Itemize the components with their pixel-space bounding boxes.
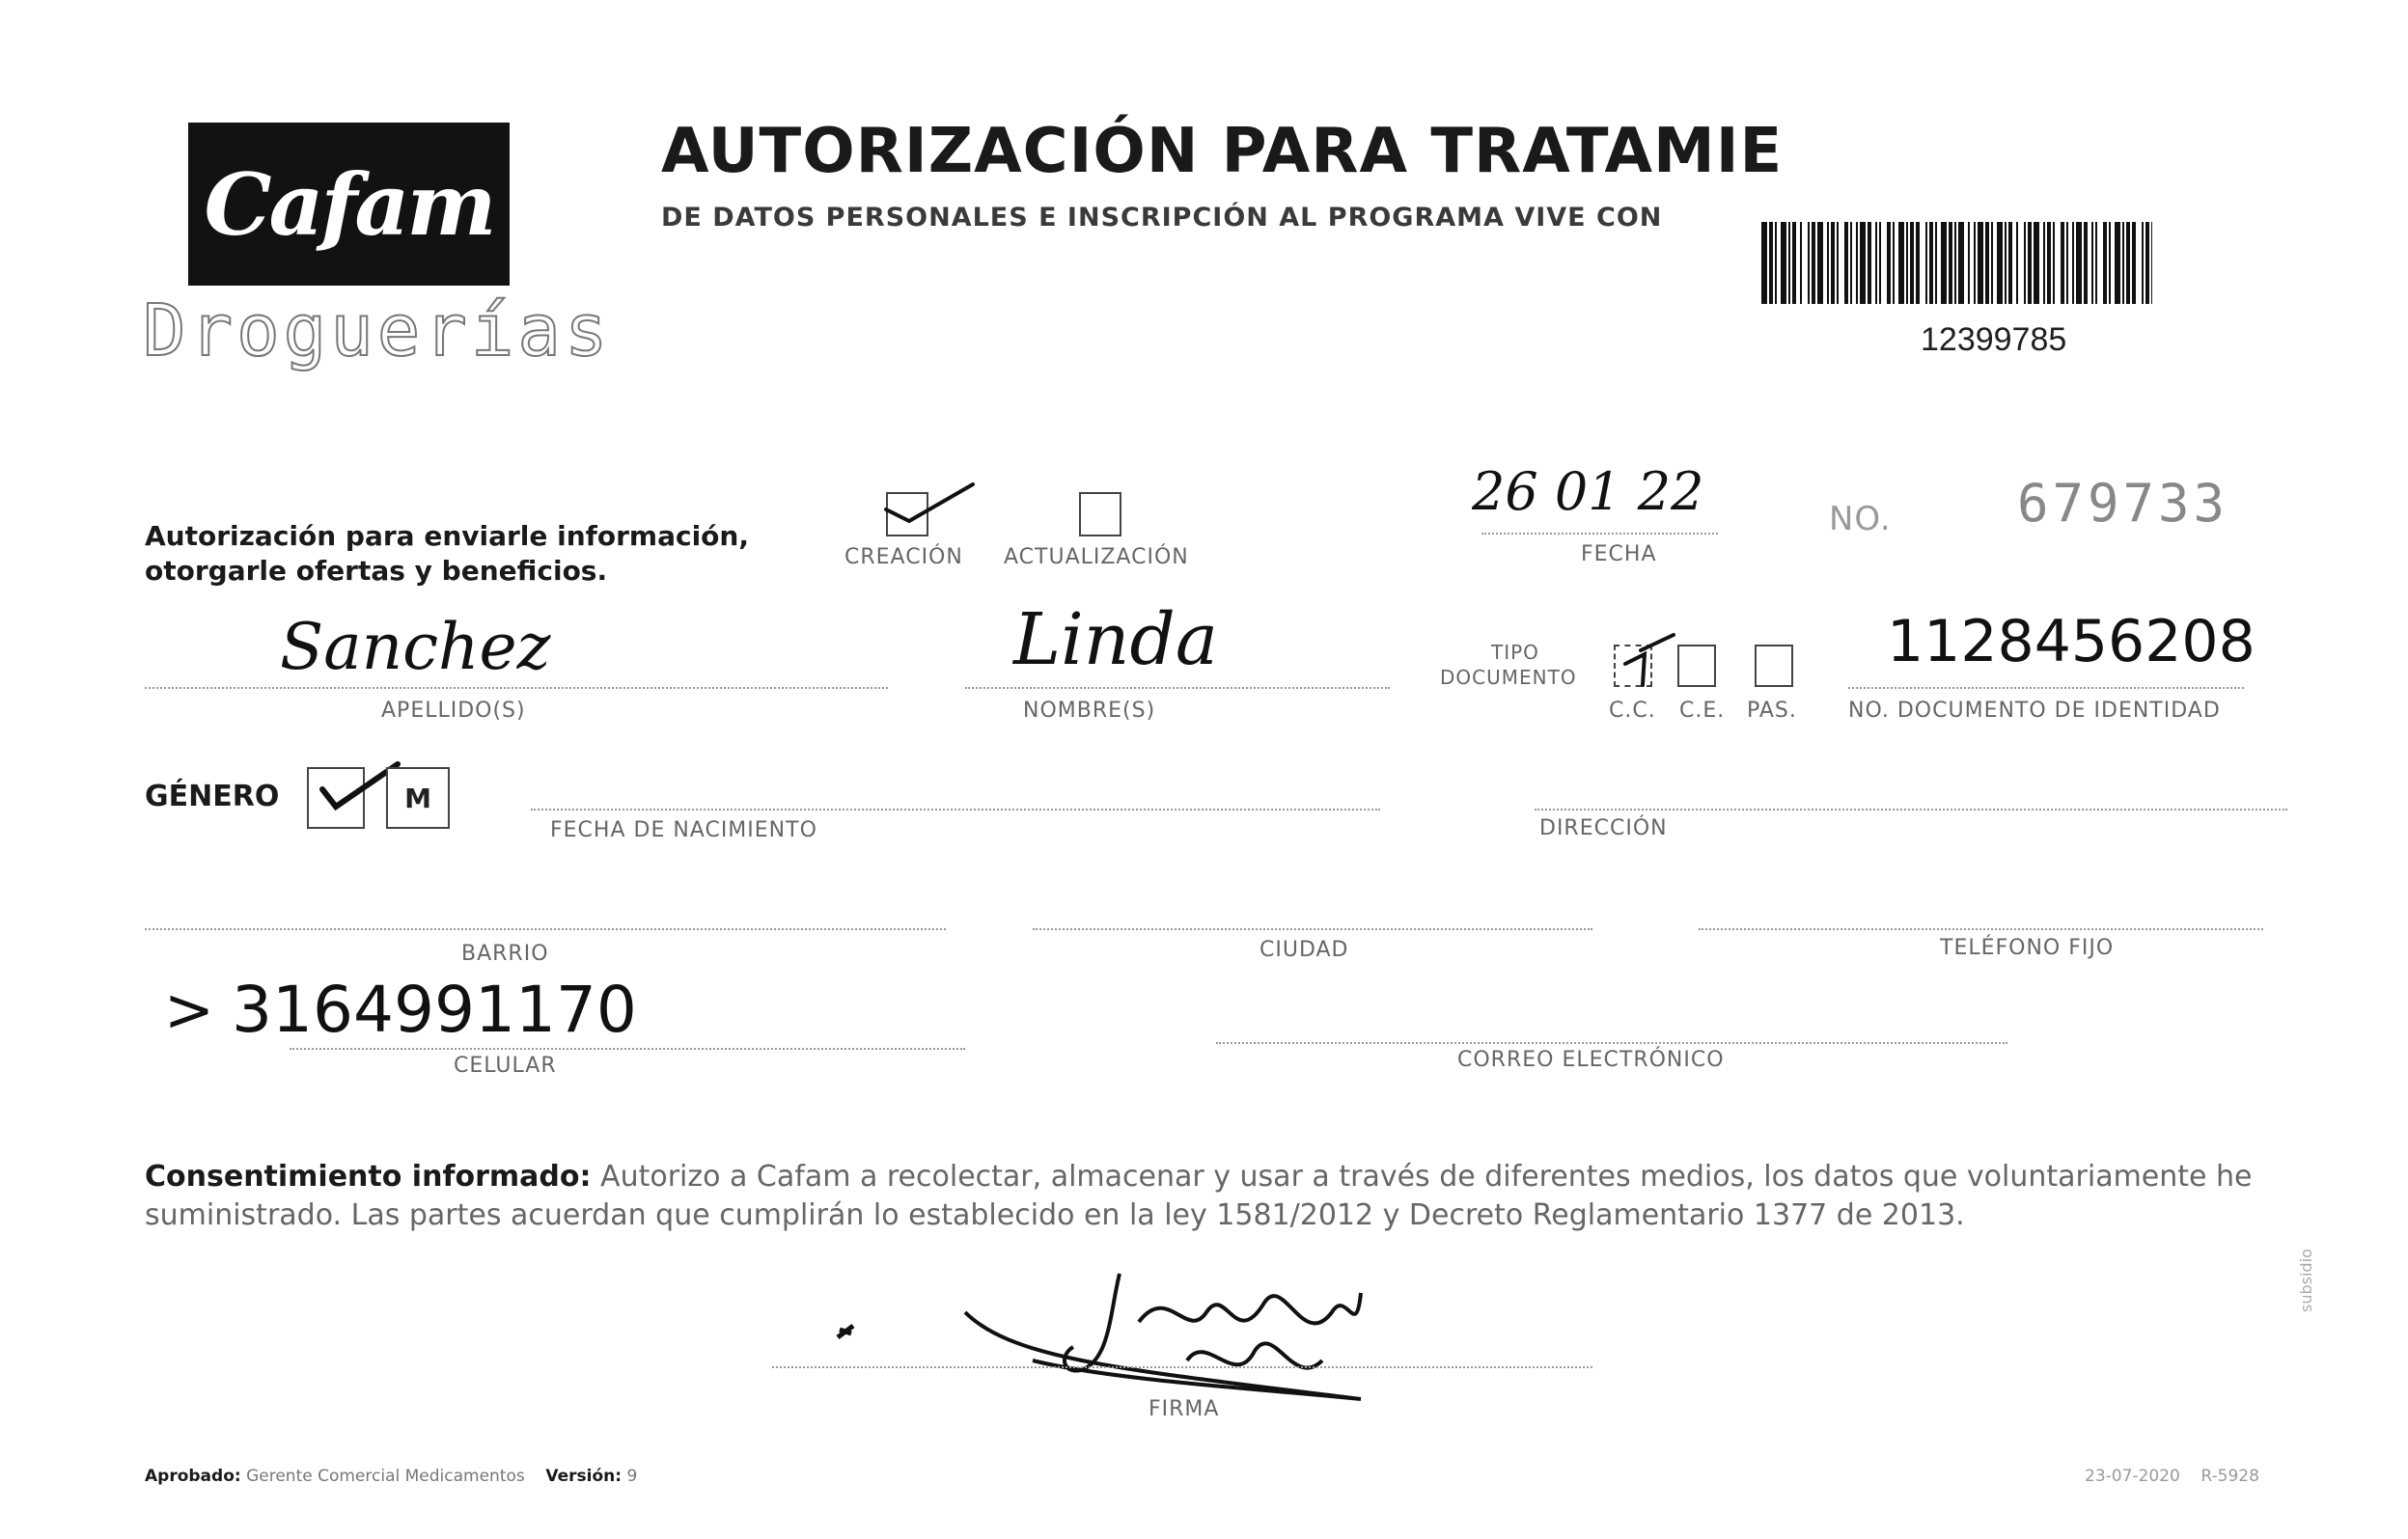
approved-label: Aprobado: [145,1467,241,1486]
update-label: ACTUALIZACIÓN [1004,545,1189,569]
cell-label: CELULAR [454,1054,557,1078]
birth-date-label: FECHA DE NACIMIENTO [550,818,817,842]
footer-code: R-5928 [2200,1467,2259,1486]
date-line [1481,533,1718,535]
doc-pas-checkbox[interactable] [1755,645,1793,687]
gender-m-checkbox[interactable]: M [386,767,450,829]
barcode-number: 12399785 [1921,321,2067,358]
signature-label: FIRMA [1149,1397,1220,1421]
creation-label: CREACIÓN [844,545,963,569]
address-line [1535,809,2287,811]
name-value: Linda [1013,598,1218,681]
authorization-heading [145,519,749,589]
consent-text-line1: Autorizo a Cafam a recolectar, almacenar y usar a través de diferentes medios, los datos que voluntariamente he [600,1160,2253,1194]
doc-type-label-1: TIPO [1491,641,1539,664]
page-title: AUTORIZACIÓN PARA TRATAMIE [661,116,1784,187]
doc-number-line [1848,687,2244,689]
surname-line [145,687,888,689]
side-mark: subsidio [2297,1249,2315,1312]
version-label: Versión: [545,1467,623,1486]
email-line [1216,1042,2007,1044]
cell-value: 3164991170 [232,973,637,1047]
barcode [1761,222,2152,304]
gender-label: GÉNERO [145,780,280,813]
consent-block [145,1158,2263,1235]
doc-number-value: 1128456208 [1887,608,2256,675]
consent-heading: Consentimiento informado: [145,1160,592,1194]
brand-subtitle: Droguerías [143,289,612,372]
cell-line [290,1048,965,1050]
cafam-logo [188,123,510,286]
version-value: 9 [626,1467,638,1486]
date-label: FECHA [1581,542,1657,566]
surname-value: Sanchez [280,610,551,684]
phone-label: TELÉFONO FIJO [1940,936,2115,960]
doc-number-label: NO. DOCUMENTO DE IDENTIDAD [1848,699,2221,723]
name-line [965,687,1390,689]
signature-image [820,1254,1448,1428]
email-label: CORREO ELECTRÓNICO [1457,1048,1725,1072]
ciudad-line [1033,928,1592,930]
barrio-line [145,928,946,930]
creation-check-mark-icon [878,473,984,540]
surname-label: APELLIDO(S) [381,699,526,723]
footer-date: 23-07-2020 [2085,1467,2180,1486]
form-number: 679733 [2017,473,2229,534]
ciudad-label: CIUDAD [1259,938,1349,962]
consent-text-line2: suministrado. Las partes acuerdan que cumplirán lo establecido en la ley 1581/2012 y Decreto Reglamentario 1377 de 2013. [145,1198,1965,1232]
signature-line [772,1366,1592,1368]
doc-ce-checkbox[interactable] [1677,645,1716,687]
doc-type-label-2: DOCUMENTO [1440,666,1577,689]
barrio-label: BARRIO [461,942,549,966]
logo-text: Cafam [204,153,494,255]
no-label: NO. [1829,500,1892,538]
doc-cc-label: C.C. [1609,699,1656,723]
date-value: 26 01 22 [1472,461,1704,522]
approved-value: Gerente Comercial Medicamentos [246,1467,525,1486]
page-subtitle: DE DATOS PERSONALES E INSCRIPCIÓN AL PROGRAMA VIVE CON [661,203,1663,233]
doc-pas-label: PAS. [1747,699,1797,723]
authorization-heading-line1: Autorización para enviarle información, [145,520,749,552]
phone-line [1699,928,2263,930]
cell-arrow-icon: > [164,975,214,1045]
footer-approval [145,1467,637,1486]
footer-meta [2085,1467,2259,1486]
authorization-heading-line2: otorgarle ofertas y beneficios. [145,555,608,587]
address-label: DIRECCIÓN [1539,816,1668,840]
update-checkbox[interactable] [1079,492,1121,536]
name-label: NOMBRE(S) [1023,699,1156,723]
doc-ce-label: C.E. [1679,699,1726,723]
birth-date-line [531,809,1380,811]
